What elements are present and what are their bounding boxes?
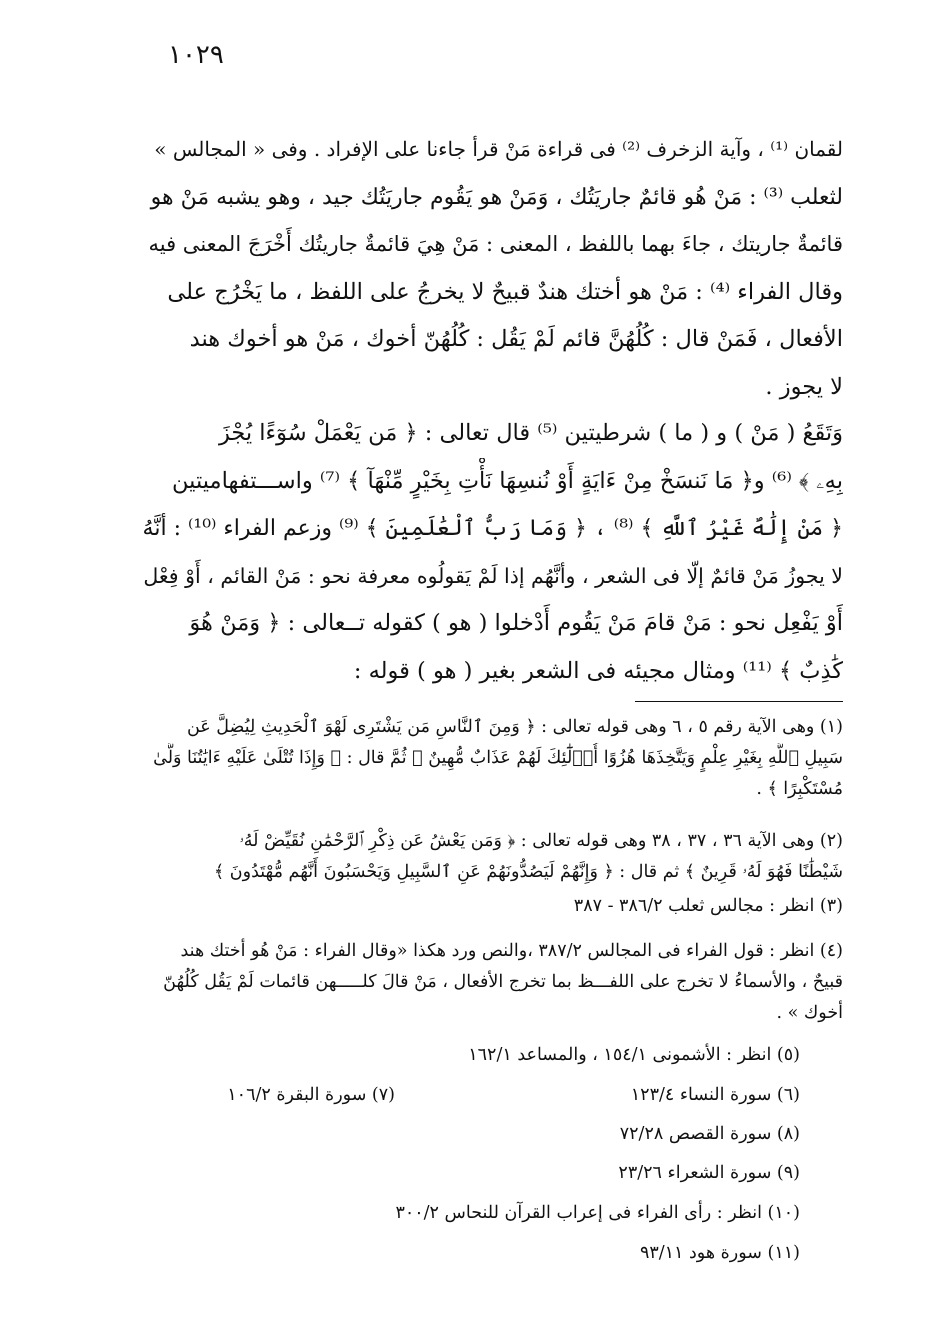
body-paragraph (140, 410, 843, 695)
text-line: بِهِۦ ﴾ ⁽⁶⁾ و﴿ مَا نَنسَخْ مِنْ ءَايَةٍ أَوْ نُنسِهَا نَأْتِ بِخَيْرٍ مِّنْهَآ ﴾ ⁽⁷⁾ واســـتفهاميتين (172, 467, 843, 494)
footnote-separator (635, 701, 843, 702)
footnote-6: (٦) سورة النساء ١٢٣/٤ (630, 1085, 800, 1105)
footnote-line: سَبِيلِ ٱللَّهِ بِغَيْرِ عِلْمٍ وَيَتَّخِذَهَا هُزُوًا أُو۟لَٰٓئِكَ لَهُمْ عَذَابٌ مُّهِينٌ ﴾ ثُمَّ قال : ﴿ وَإِذَا تُتْلَىٰ عَلَيْهِ ءَايَٰتُنَا وَلَّىٰ (153, 748, 843, 768)
text-line: لثعلب ⁽³⁾ : مَنْ هُو قائمٌ جاريَتُك ، وَمَنْ هو يَقُوم جاريَتُك جيد ، وهو يشبه مَنْ هو (150, 184, 843, 210)
body-paragraph (140, 126, 843, 411)
footnote-line: شَيْطَٰنًا فَهُوَ لَهُۥ قَرِينٌ ﴾ ثم قال : ﴿ وَإِنَّهُمْ لَيَصُدُّونَهُمْ عَنِ ٱلسَّبِيلِ وَيَحْسَبُونَ أَنَّهُم مُّهْتَدُونَ ﴾ (213, 862, 843, 882)
footnote-line: قبيحٌ ، والأسماءُ لا تخرج على اللفـــظ بما تخرج الأفعال ، مَنْ قالَ كلـــــهن قائمات لَمْ يَقُل كُلُهُنّ (163, 972, 843, 992)
text-line: لا يجوزُ مَنْ قائمٌ إلّا فى الشعر ، وأنَّهُم إذا لَمْ يَقولُوه معرفة نحو : مَنْ القائم ، أَوْ فِعْل (143, 563, 843, 588)
text-line: كَٰذِبٌ ﴾ ⁽¹¹⁾ ومثال مجيئه فى الشعر بغير ( هو ) قوله : (353, 657, 843, 684)
footnote-9: (٩) سورة الشعراء ٢٣/٢٦ (618, 1163, 800, 1183)
footnote-10: (١٠) انظر : رأى الفراء فى إعراب القرآن للنحاس ٣٠٠/٢ (395, 1203, 800, 1223)
text-line: أَوْ يَفْعِل نحو : مَنْ قامَ مَنْ يَقُوم أَدْخلوا ( هو ) كقوله تــعالى : ﴿ وَمَنْ هُوَ (189, 610, 843, 636)
footnote-4 (150, 936, 843, 1029)
footnote-line: مُسْتَكْبِرًا ﴾ . (756, 779, 843, 799)
text-line: ﴿ مَنْ إِلَٰهٌ غَيْرُ ٱللَّهِ ﴾ ⁽⁸⁾ ، ﴿ وَمَا رَبُّ ٱلْعَٰلَمِينَ ﴾ ⁽⁹⁾ وزعم الفراء ⁽¹⁰⁾ : أنَّهُ (142, 516, 843, 541)
footnote-7: (٧) سورة البقرة ١٠٦/٢ (227, 1085, 395, 1105)
footnote-line: (٤) انظر : قول الفراء فى المجالس ٣٨٧/٢ ،والنص ورد هكذا «وقال الفراء : مَنْ هُو أختك هند (180, 941, 843, 961)
text-line: لا يجوز . (765, 373, 843, 400)
text-line: قائمةٌ جاريتك ، جاءَ بهما باللفظ ، المعنى : مَنْ هِيَ قائمةٌ جاريتُك أَخْرَجَ المعنى فيه (148, 232, 843, 256)
text-line: وَتَقَعُ ( مَنْ ) و ( ما ) شرطيتين ⁽⁵⁾ قال تعالى : ﴿ مَن يَعْمَلْ سُوٓءًا يُجْزَ (218, 420, 843, 446)
footnote-line: (٣) انظر : مجالس ثعلب ٣٨٦/٢ - ٣٨٧ (573, 896, 843, 916)
text-line: وقال الفراء ⁽⁴⁾ : مَنْ هو أختك هندٌ قبيحٌ لا يخرجُ على اللفظ ، ما يَخْرُج على (167, 278, 843, 305)
footnote-11: (١١) سورة هود ٩٣/١١ (639, 1243, 800, 1263)
footnote-5: (٥) انظر : الأشمونى ١٥٤/١ ، والمساعد ١٦٢/١ (468, 1045, 800, 1065)
footnote-line: (٢) وهى الآية ٣٦ ، ٣٧ ، ٣٨ وهى قوله تعالى : ﴿ وَمَن يَعْشُ عَن ذِكْرِ ٱلرَّحْمَٰنِ نُقَيِّضْ لَهُۥ (239, 831, 843, 851)
text-line: لقمان ⁽¹⁾ ، وآية الزخرف ⁽²⁾ فى قراءة مَنْ قرأ جاءنا على الإفراد . وفى « المجالس » (154, 137, 843, 161)
page-number: ١٠٢٩ (168, 40, 224, 70)
footnote-1 (150, 712, 843, 805)
text-line: الأفعال ، فَمَنْ قال : كُلُهُنَّ قائم لَمْ يَقُل : كُلُهُنّ أخوك ، مَنْ هو أخوك هند (189, 326, 843, 352)
footnote-2 (150, 826, 843, 888)
footnote-8: (٨) سورة القصص ٧٢/٢٨ (619, 1124, 800, 1144)
footnote-3 (150, 891, 843, 922)
footnote-line: (١) وهى الآية رقم ٥ ، ٦ وهى قوله تعالى : ﴿ وَمِنَ ٱلنَّاسِ مَن يَشْتَرِى لَهْوَ ٱلْحَدِيثِ لِيُضِلَّ عَن (186, 717, 843, 737)
footnote-line: أخوك » . (776, 1003, 843, 1023)
